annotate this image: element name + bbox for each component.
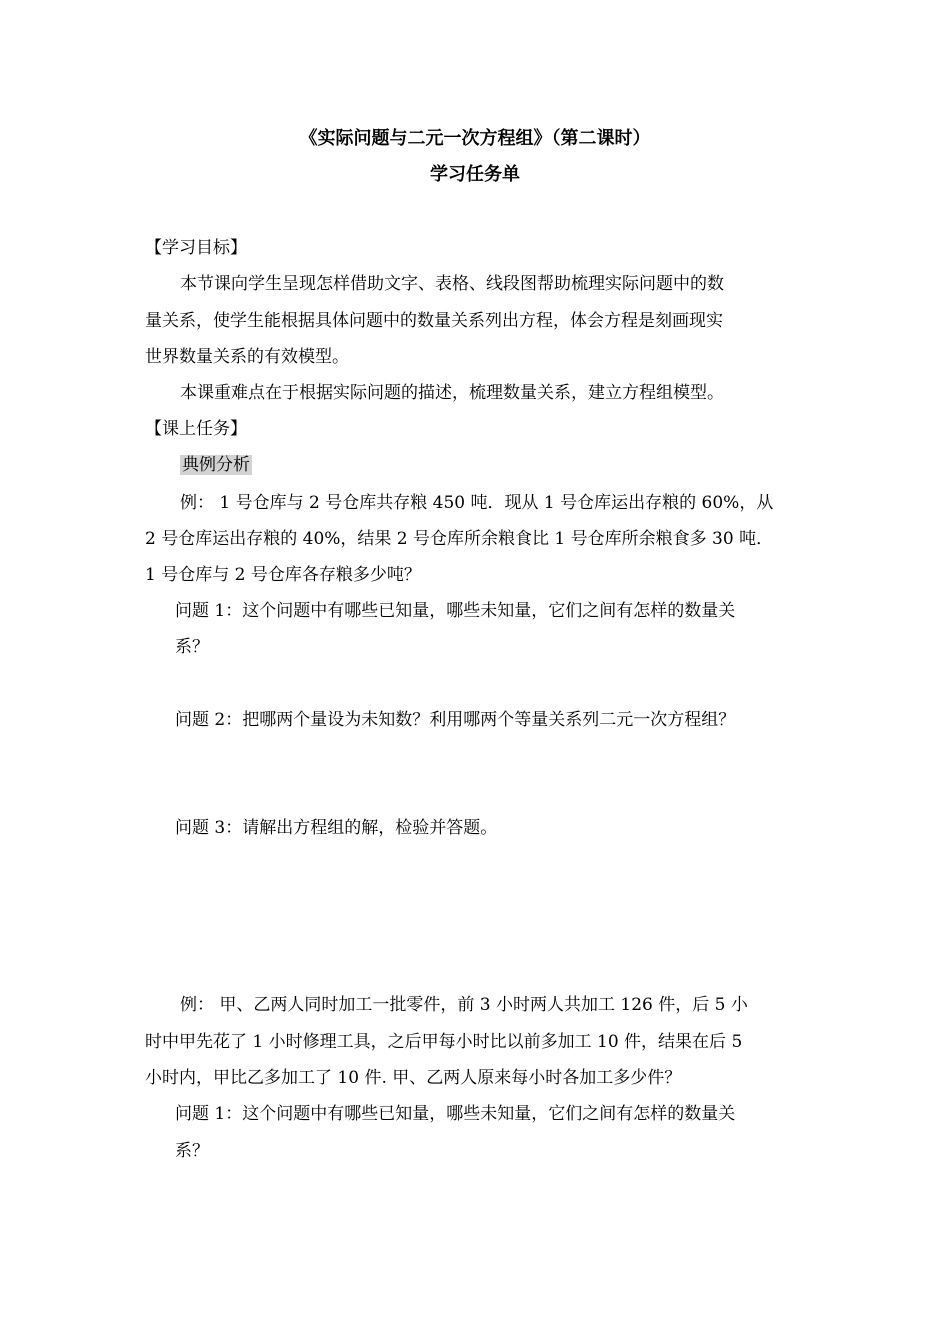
example-2-line: 小时内，甲比乙多加工了 10 件. 甲、乙两人原来每小时各加工多少件？ (145, 1068, 682, 1088)
goals-heading: 【学习目标】 (145, 238, 247, 258)
example-1-line: 2 号仓库运出存粮的 40%，结果 2 号仓库所余粮食比 1 号仓库所余粮食多 30 吨． (145, 529, 774, 549)
document-title: 《实际问题与二元一次方程组》（第二课时） (299, 128, 651, 149)
section-label-text: 典例分析 (182, 455, 250, 475)
tasks-heading: 【课上任务】 (145, 419, 247, 439)
example-1-question-1-line: 系？ (175, 637, 209, 657)
goals-difficulty-paragraph: 本课重难点在于根据实际问题的描述，梳理数量关系，建立方程组模型。 (180, 383, 724, 403)
example-1-question-1-line: 问题 1：这个问题中有哪些已知量，哪些未知量，它们之间有怎样的数量关 (175, 601, 736, 621)
example-2-line: 例： 甲、乙两人同时加工一批零件，前 3 小时两人共加工 126 件，后 5 小 (180, 995, 748, 1015)
example-1-line: 例： 1 号仓库与 2 号仓库共存粮 450 吨．现从 1 号仓库运出存粮的 60%，从 (180, 493, 774, 513)
section-label (180, 454, 252, 476)
example-1-question-2: 问题 2：把哪两个量设为未知数？利用哪两个等量关系列二元一次方程组？ (175, 710, 736, 730)
example-1-question-3: 问题 3：请解出方程组的解，检验并答题。 (175, 818, 498, 838)
goals-paragraph-line: 本节课向学生呈现怎样借助文字、表格、线段图帮助梳理实际问题中的数 (180, 274, 724, 294)
document-subtitle: 学习任务单 (430, 164, 520, 185)
goals-paragraph-line: 量关系，使学生能根据具体问题中的数量关系列出方程，体会方程是刻画现实 (145, 311, 723, 331)
example-1-line: 1 号仓库与 2 号仓库各存粮多少吨？ (145, 565, 421, 585)
example-2-question-1-line: 系？ (175, 1141, 209, 1161)
example-2-line: 时中甲先花了 1 小时修理工具，之后甲每小时比以前多加工 10 件，结果在后 5 (145, 1032, 743, 1052)
goals-paragraph-line: 世界数量关系的有效模型。 (145, 347, 349, 367)
example-2-question-1-line: 问题 1：这个问题中有哪些已知量，哪些未知量，它们之间有怎样的数量关 (175, 1104, 736, 1124)
